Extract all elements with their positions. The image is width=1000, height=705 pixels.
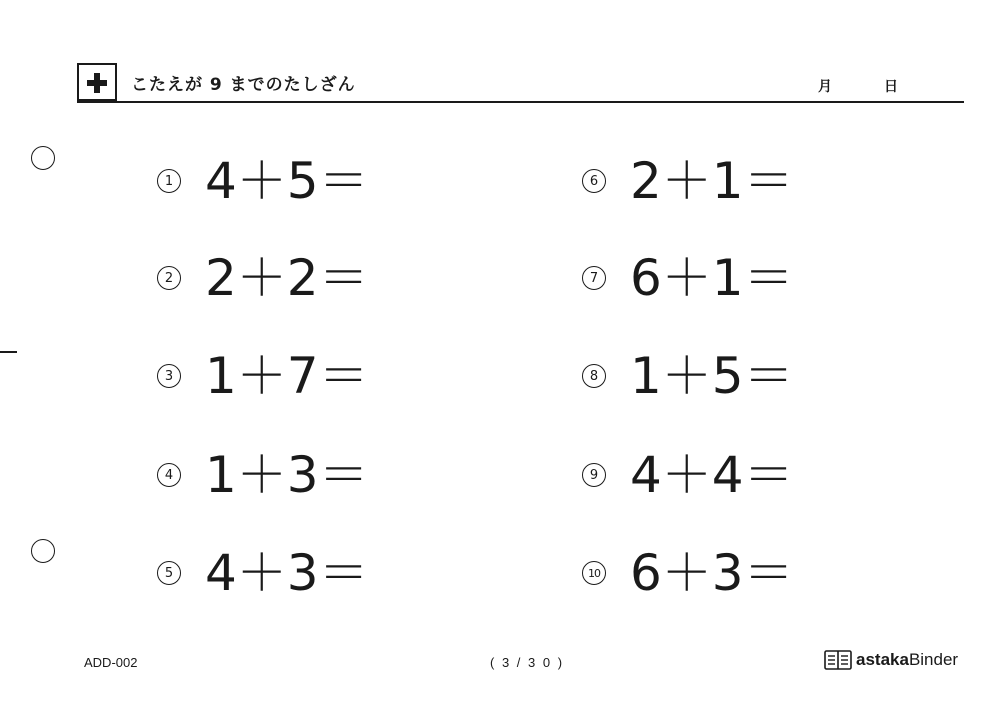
brand-name-bold: astaka — [856, 650, 909, 669]
problem-expression: 2＋1＝ — [630, 152, 794, 210]
binder-hole-bottom — [31, 539, 55, 563]
problem-expression: 4＋5＝ — [205, 152, 369, 210]
problem-number: 4 — [157, 463, 181, 487]
worksheet-code: ADD-002 — [84, 655, 138, 670]
problem-expression: 1＋3＝ — [205, 446, 369, 504]
binder-hole-top — [31, 146, 55, 170]
problem-number: 10 — [582, 561, 606, 585]
problem-expression: 1＋5＝ — [630, 347, 794, 405]
problem-expression: 6＋3＝ — [630, 544, 794, 602]
month-label: 月 — [818, 79, 832, 95]
problem-expression: 6＋1＝ — [630, 249, 794, 307]
book-icon — [824, 649, 852, 671]
center-fold-mark — [0, 351, 17, 353]
problem-number: 7 — [582, 266, 606, 290]
problem-number: 8 — [582, 364, 606, 388]
problem-number: 2 — [157, 266, 181, 290]
problem-number: 1 — [157, 169, 181, 193]
problem-number: 9 — [582, 463, 606, 487]
brand-logo — [824, 648, 958, 672]
problem-expression: 1＋7＝ — [205, 347, 369, 405]
problem-expression: 4＋3＝ — [205, 544, 369, 602]
problem-expression: 2＋2＝ — [205, 249, 369, 307]
day-label: 日 — [884, 79, 898, 95]
problem-number: 6 — [582, 169, 606, 193]
problem-number: 5 — [157, 561, 181, 585]
plus-icon — [77, 63, 117, 101]
header-divider — [77, 101, 964, 103]
brand-name-regular: Binder — [908, 650, 959, 669]
worksheet-title: こたえが 9 までのたしざん — [131, 75, 356, 95]
problem-number: 3 — [157, 364, 181, 388]
problem-expression: 4＋4＝ — [630, 446, 794, 504]
page-indicator: ( 3 / 3 0 ) — [490, 655, 565, 670]
brand-name — [856, 650, 958, 670]
